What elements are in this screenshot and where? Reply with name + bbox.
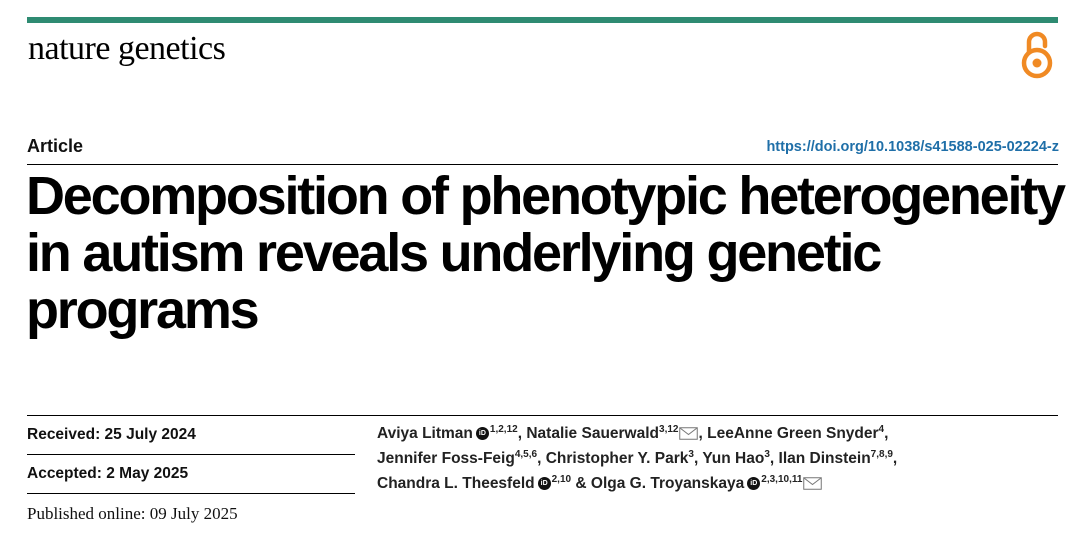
author-affiliations: 3	[688, 448, 694, 460]
open-access-lock-icon	[1019, 28, 1055, 80]
envelope-icon[interactable]	[803, 477, 822, 490]
author[interactable]	[591, 475, 823, 492]
author-affiliations: 2,3,10,11	[761, 473, 803, 485]
article-title: Decomposition of phenotypic heterogeneity in autism reveals underlying genetic programs	[26, 166, 1064, 340]
author-name[interactable]: Olga G. Troyanskaya	[590, 475, 745, 492]
article-dates	[27, 416, 355, 533]
author-affiliations: 3,12	[659, 423, 679, 435]
author-name[interactable]: LeeAnne Green Snyder	[707, 425, 879, 442]
author-affiliations: 4	[878, 423, 885, 435]
doi-link[interactable]: https://doi.org/10.1038/s41588-025-02224-z	[766, 139, 1059, 155]
published-date: Published online: 09 July 2025	[27, 503, 238, 523]
author-name[interactable]: Natalie Sauerwald	[526, 425, 660, 442]
author-affiliations: 2,10	[551, 473, 572, 485]
author-list: Aviya Litman iD $^{1,2,12}$, Natalie Sauerwald$^{3,12}$ , LeeAnne Green Snyder$^4$, Jennifer Foss-Feig$^{4,5,6}$, Christopher Y. Park$^3$, Yun Hao$^3$, Ilan Dinstein$^{7,8,9}$, Chandra L. Theesfeld iD $^{2,10}$ & Olga G. Troyanskaya iD $^{2,3,10,11}$	[377, 423, 898, 492]
author-affiliations: 7,8,9	[870, 448, 893, 460]
envelope-icon[interactable]	[679, 427, 698, 440]
orcid-icon[interactable]: iD	[747, 477, 760, 490]
author[interactable]	[526, 425, 698, 442]
author-affiliations: 1,2,12	[489, 423, 518, 435]
orcid-icon[interactable]: iD	[538, 477, 551, 490]
author[interactable]	[377, 450, 537, 467]
author-name[interactable]: Christopher Y. Park	[545, 450, 689, 467]
author[interactable]	[377, 425, 518, 442]
article-type: Article	[27, 136, 84, 156]
author[interactable]	[779, 450, 893, 467]
header-divider	[27, 164, 1058, 165]
author-name[interactable]: Ilan Dinstein	[778, 450, 871, 467]
author[interactable]	[702, 450, 770, 467]
received-date: Received: 25 July 2024	[27, 416, 355, 455]
author[interactable]	[546, 450, 694, 467]
orcid-icon[interactable]: iD	[476, 427, 489, 440]
journal-logo[interactable]: nature genetics	[28, 30, 226, 67]
author-name[interactable]: Jennifer Foss-Feig	[377, 450, 515, 467]
author-name[interactable]: Aviya Litman	[377, 425, 473, 442]
author-affiliations: 4,5,6	[514, 448, 538, 460]
author[interactable]	[707, 425, 884, 442]
author[interactable]	[377, 475, 571, 492]
author-name[interactable]: Chandra L. Theesfeld	[377, 475, 535, 492]
journal-top-bar	[27, 17, 1058, 23]
accepted-date: Accepted: 2 May 2025	[27, 455, 355, 494]
author-affiliations: 3	[764, 448, 770, 460]
author-name[interactable]: Yun Hao	[702, 450, 765, 467]
